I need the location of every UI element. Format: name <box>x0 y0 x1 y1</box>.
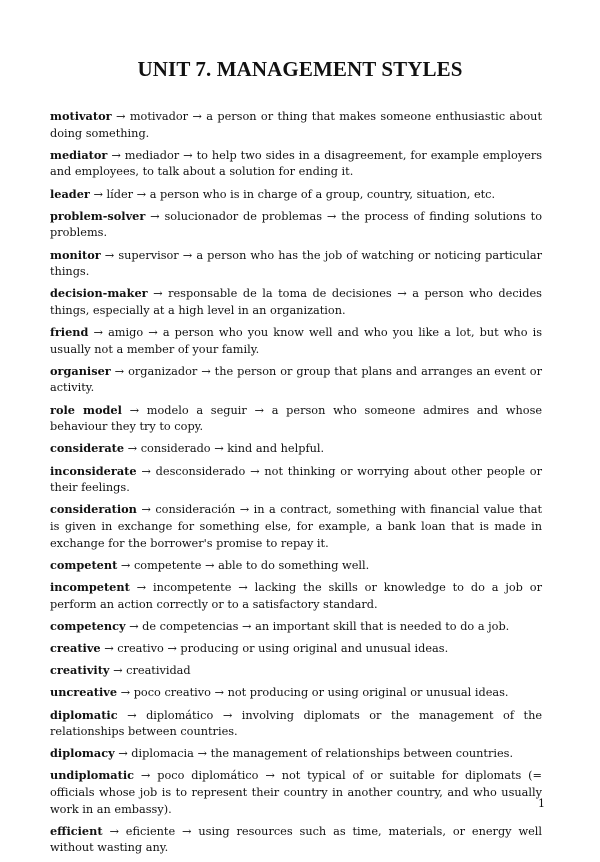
arrow-icon: → <box>265 769 275 783</box>
entry-translation: supervisor <box>118 248 179 262</box>
arrow-icon: → <box>153 287 163 301</box>
arrow-icon: → <box>141 503 151 517</box>
arrow-icon: → <box>192 110 202 123</box>
entry-translation: considerado <box>140 442 211 456</box>
arrow-icon: → <box>238 580 248 594</box>
entry-translation: diplomático <box>146 708 214 722</box>
entry-translation: creativo <box>117 641 164 655</box>
entry-translation: consideración <box>155 503 236 517</box>
glossary-entry <box>50 823 542 857</box>
entry-translation: diplomacia <box>131 747 194 761</box>
glossary-entry <box>50 684 542 702</box>
glossary-entry <box>50 147 542 181</box>
arrow-icon: → <box>129 403 140 417</box>
arrow-icon: → <box>93 326 103 340</box>
arrow-icon: → <box>150 209 160 223</box>
arrow-icon: → <box>115 110 126 123</box>
glossary-entry <box>50 767 542 818</box>
entry-term: creative <box>50 640 101 655</box>
arrow-icon: → <box>205 558 215 572</box>
arrow-icon: → <box>104 248 115 262</box>
glossary-entry <box>50 247 542 281</box>
glossary-entry <box>50 440 542 458</box>
entry-term: diplomatic <box>50 707 118 722</box>
entry-definition: a person who is in charge of a group, country, situation, etc. <box>149 187 496 201</box>
entry-translation: organizador <box>128 364 198 378</box>
entry-definition: able to do something well. <box>218 558 370 572</box>
glossary-entry <box>50 640 542 658</box>
entry-definition: a person who you know well and who you like a lot, but who is usually not a member of your family. <box>50 326 543 356</box>
arrow-icon: → <box>214 686 224 700</box>
glossary-list <box>50 108 542 862</box>
entry-definition: to help two sides in a disagreement, for example employers and employees, to talk about a solution for ending it. <box>50 148 543 179</box>
entry-term: consideration <box>50 502 137 517</box>
glossary-entry <box>50 208 542 242</box>
arrow-icon: → <box>140 769 151 783</box>
arrow-icon: → <box>127 442 138 456</box>
arrow-icon: → <box>114 364 125 378</box>
arrow-icon: → <box>109 824 119 838</box>
entry-term: incompetent <box>50 579 130 594</box>
entry-term: efficient <box>50 823 103 838</box>
glossary-entry <box>50 557 542 575</box>
entry-term: decision-maker <box>50 286 148 301</box>
glossary-entry <box>50 186 542 204</box>
entry-translation: incompetente <box>153 580 232 594</box>
entry-term: leader <box>50 186 90 201</box>
entry-term: competency <box>50 618 126 633</box>
arrow-icon: → <box>183 148 193 162</box>
arrow-icon: → <box>182 824 192 838</box>
entry-definition: not typical of or suitable for diplomats (= officials whose job is to represent their country in another country, and who usually work in an embassy). <box>50 769 543 816</box>
entry-definition: kind and helpful. <box>227 442 325 456</box>
arrow-icon: → <box>222 708 233 722</box>
glossary-entry <box>50 463 542 497</box>
entry-term: organiser <box>50 363 111 378</box>
entry-translation: líder <box>106 187 134 201</box>
entry-definition: a person who decides things, especially at a high level in an organization. <box>50 287 542 317</box>
entry-translation: creatividad <box>126 664 191 678</box>
entry-term: considerate <box>50 441 125 456</box>
glossary-entry <box>50 745 542 763</box>
entry-definition: a person or thing that makes someone enthusiastic about doing something. <box>50 110 542 140</box>
entry-definition: the management of relationships between countries. <box>210 747 514 761</box>
glossary-entry <box>50 108 542 142</box>
arrow-icon: → <box>148 326 158 340</box>
entry-translation: solucionador de problemas <box>164 209 322 223</box>
glossary-entry <box>50 402 542 436</box>
entry-definition: in a contract, something with financial value that is given in exchange for something else, for example, a bank loan that is made in exchange for the borrower's promise to repay it. <box>50 503 543 550</box>
glossary-entry <box>50 618 542 636</box>
entry-translation: responsable de la toma de decisiones <box>168 287 392 301</box>
arrow-icon: → <box>118 747 128 761</box>
entry-term: uncreative <box>50 685 118 700</box>
entry-translation: amigo <box>108 326 144 340</box>
arrow-icon: → <box>120 686 131 700</box>
arrow-icon: → <box>167 641 177 655</box>
arrow-icon: → <box>127 708 137 722</box>
entry-term: competent <box>50 557 118 572</box>
entry-term: undiplomatic <box>50 768 135 783</box>
entry-translation: poco creativo <box>133 686 211 700</box>
arrow-icon: → <box>136 187 147 201</box>
arrow-icon: → <box>104 641 114 655</box>
entry-term: mediator <box>50 147 108 162</box>
entry-translation: competente <box>133 558 202 572</box>
entry-definition: a person who has the job of watching or noticing particular things. <box>50 248 543 279</box>
glossary-entry <box>50 324 542 358</box>
arrow-icon: → <box>201 364 211 378</box>
entry-definition: involving diplomats or the management of the relationships between countries. <box>50 708 543 739</box>
entry-translation: desconsiderado <box>155 464 246 478</box>
arrow-icon: → <box>254 403 264 417</box>
entry-translation: motivador <box>129 110 189 123</box>
entry-term: motivator <box>50 109 112 123</box>
glossary-entry <box>50 662 542 680</box>
entry-definition: an important skill that is needed to do a job. <box>255 619 510 633</box>
entry-translation: eficiente <box>125 824 176 838</box>
arrow-icon: → <box>239 503 250 517</box>
glossary-entry <box>50 285 542 319</box>
arrow-icon: → <box>242 619 252 633</box>
arrow-icon: → <box>397 287 407 301</box>
arrow-icon: → <box>141 464 151 478</box>
entry-term: problem-solver <box>50 208 146 223</box>
entry-term: role model <box>50 402 122 417</box>
entry-definition: producing or using original and unusual ideas. <box>180 641 449 655</box>
arrow-icon: → <box>129 619 139 633</box>
entry-translation: modelo a seguir <box>146 403 247 417</box>
entry-translation: poco diplomático <box>157 769 259 783</box>
entry-term: friend <box>50 325 89 340</box>
glossary-entry <box>50 501 542 552</box>
glossary-entry <box>50 363 542 397</box>
entry-definition: not thinking or worrying about other people or their feelings. <box>50 464 543 495</box>
arrow-icon: → <box>182 248 193 262</box>
entry-definition: not producing or using original or unusual ideas. <box>227 686 509 700</box>
entry-translation: mediador <box>124 148 180 162</box>
entry-definition: the person or group that plans and arranges an event or activity. <box>50 364 542 395</box>
arrow-icon: → <box>250 464 260 478</box>
entry-term: diplomacy <box>50 746 115 761</box>
arrow-icon: → <box>93 187 103 201</box>
entry-term: inconsiderate <box>50 463 137 478</box>
page-title: UNIT 7. MANAGEMENT STYLES <box>137 57 463 81</box>
glossary-entry <box>50 579 542 613</box>
entry-definition: a person who someone admires and whose behaviour they try to copy. <box>50 403 543 434</box>
glossary-entry <box>50 707 542 741</box>
arrow-icon: → <box>120 558 131 572</box>
page-number: 1 <box>538 797 545 810</box>
entry-term: monitor <box>50 247 101 262</box>
entry-definition: the process of finding solutions to problems. <box>50 209 543 240</box>
arrow-icon: → <box>136 580 147 594</box>
arrow-icon: → <box>197 747 207 761</box>
entry-definition: using resources such as time, materials, or energy well without wasting any. <box>50 824 543 855</box>
entry-definition: lacking the skills or knowledge to do a job or perform an action correctly or to a satisfactory standard. <box>50 580 542 611</box>
arrow-icon: → <box>111 148 121 162</box>
arrow-icon: → <box>214 442 224 456</box>
entry-translation: de competencias <box>142 619 239 633</box>
entry-term: creativity <box>50 663 110 678</box>
arrow-icon: → <box>326 209 337 223</box>
arrow-icon: → <box>113 664 123 678</box>
